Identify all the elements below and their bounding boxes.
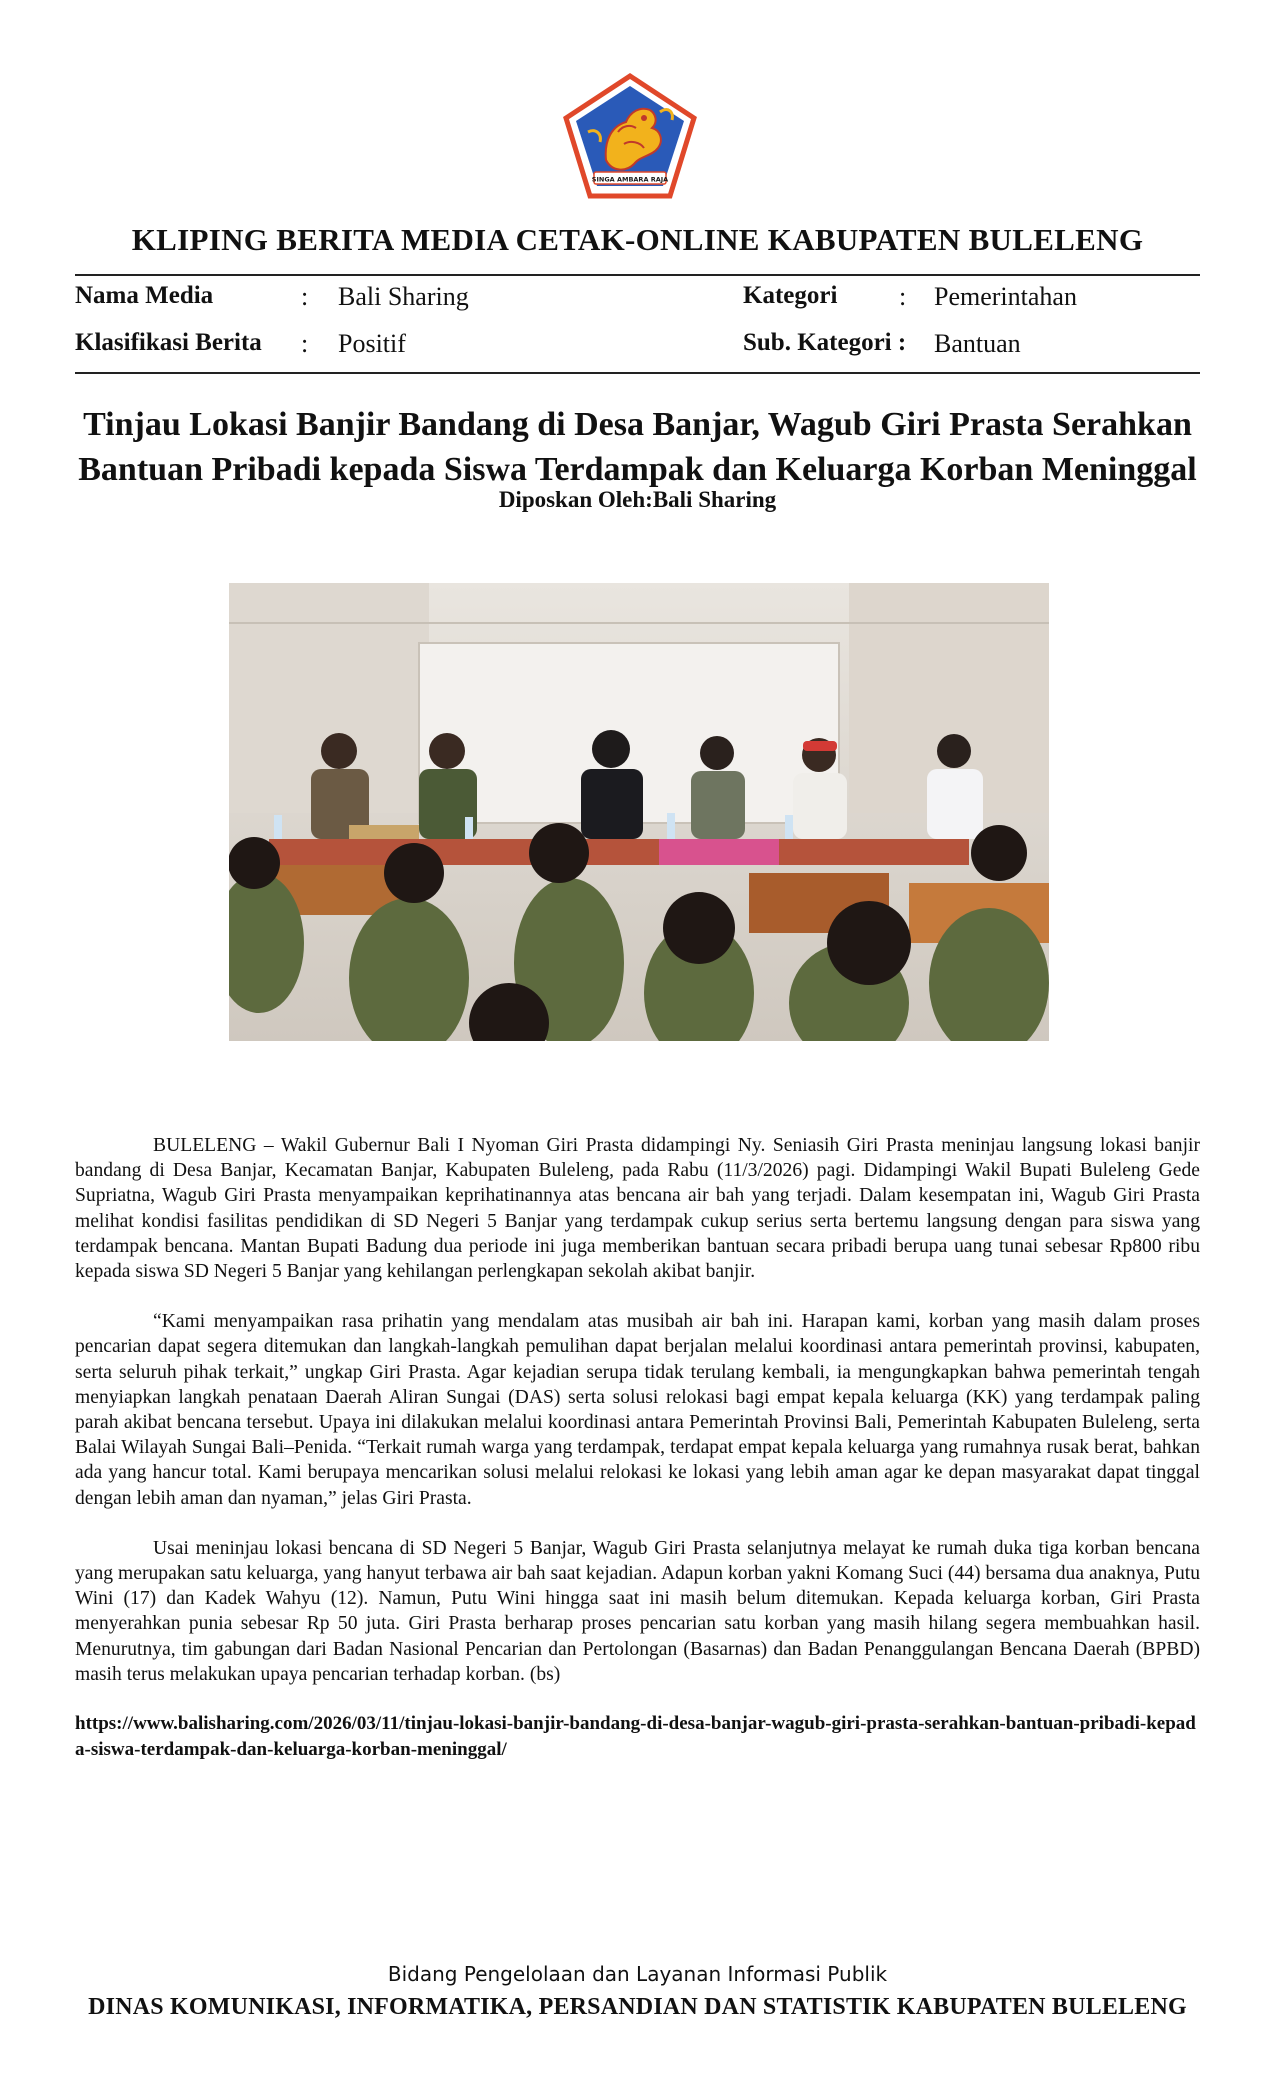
article-headline	[75, 402, 1200, 492]
footer-agency: DINAS KOMUNIKASI, INFORMATIKA, PERSANDIAN DAN STATISTIK KABUPATEN BULELENG	[88, 1994, 1187, 2020]
article-photo	[229, 583, 1049, 1041]
media-colon: :	[301, 282, 309, 311]
sub-kategori-value: Bantuan	[934, 329, 1021, 358]
klasifikasi-label: Klasifikasi Berita	[75, 329, 262, 356]
article-byline: Diposkan Oleh:Bali Sharing	[498, 487, 777, 512]
crest-motto: SINGA AMBARA RAJA	[591, 175, 669, 184]
headline-line-2: Bantuan Pribadi kepada Siswa Terdampak dan Keluarga Korban Meninggal	[78, 451, 1197, 488]
paragraph: “Kami menyampaikan rasa prihatin yang mendalam atas musibah air bah ini. Harapan kami, korban yang masih dalam proses pencarian dapat segera ditemukan dan langkah-langkah pemulihan dapat berjalan melalui koordinasi antara pemerintah provinsi, kabupaten, serta seluruh pihak terkait,” ungkap Giri Prasta. Agar kejadian serupa tidak terulang kembali, ia mengungkapkan bahwa pemerintah tengah menyiapkan langkah penataan Daerah Aliran Sungai (DAS) serta solusi relokasi bagi empat kepala keluarga (KK) yang terdampak paling parah akibat bencana tersebut. Upaya ini dilakukan melalui koordinasi antara Pemerintah Provinsi Bali, Pemerintah Kabupaten Buleleng, serta Balai Wilayah Sungai Bali–Penida. “Terkait rumah warga yang terdampak, terdapat empat kepala keluarga yang rumahnya rusak berat, bahkan ada yang hancur total. Kami berupaya mencarikan solusi melalui relokasi ke lokasi yang lebih aman agar ke depan masyarakat dapat tinggal dengan lebih aman dan nyaman,” jelas Giri Prasta.	[75, 1311, 1200, 1509]
headline-line-1: Tinjau Lokasi Banjir Bandang di Desa Banjar, Wagub Giri Prasta Serahkan	[83, 406, 1192, 443]
header-top-rule	[75, 274, 1200, 276]
header-bottom-rule	[75, 372, 1200, 374]
kategori-colon: :	[899, 282, 907, 311]
klasifikasi-value: Positif	[338, 329, 406, 358]
media-label: Nama Media	[75, 282, 214, 309]
kategori-value: Pemerintahan	[934, 282, 1077, 311]
media-value: Bali Sharing	[338, 282, 469, 311]
source-link[interactable]: https://www.balisharing.com/2026/03/11/tinjau-lokasi-banjir-bandang-di-desa-banjar-wagub-giri-prasta-serahkan-bantuan-pribadi-kepada-siswa-terdampak-dan-keluarga-korban-meninggal/	[75, 1713, 1196, 1760]
klasifikasi-colon: :	[301, 329, 309, 358]
paragraph: BULELENG – Wakil Gubernur Bali I Nyoman Giri Prasta didampingi Ny. Seniasih Giri Prasta meninjau langsung lokasi banjir bandang di Desa Banjar, Kecamatan Banjar, Kabupaten Buleleng, pada Rabu (11/3/2026) pagi. Didampingi Wakil Bupati Buleleng Gede Supriatna, Wagub Giri Prasta menyampaikan keprihatinannya atas bencana air bah yang terjadi. Dalam kesempatan ini, Wagub Giri Prasta melihat kondisi fasilitas pendidikan di SD Negeri 5 Banjar yang terdampak cukup serius serta bertemu langsung dengan para siswa yang terdampak bencana. Mantan Bupati Badung dua periode ini juga memberikan bantuan secara pribadi berupa uang tunai sebesar Rp800 ribu kepada siswa SD Negeri 5 Banjar yang kehilangan perlengkapan sekolah akibat banjir.	[75, 1135, 1200, 1283]
kategori-label: Kategori	[743, 282, 838, 309]
footer-department: Bidang Pengelolaan dan Layanan Informasi Publik	[387, 1962, 888, 1986]
paragraph: Usai meninjau lokasi bencana di SD Negeri 5 Banjar, Wagub Giri Prasta selanjutnya melayat ke rumah duka tiga korban bencana yang merupakan satu keluarga, yang hanyut terbawa air bah saat kejadian. Adapun korban yakni Komang Suci (44) bersama dua anaknya, Putu Wini (17) dan Kadek Wahyu (12). Namun, Putu Wini hingga saat ini masih belum ditemukan. Kepada keluarga korban, Giri Prasta menyerahkan punia sebesar Rp 50 juta. Giri Prasta berharap proses pencarian satu korban yang masih hilang segera membuahkan hasil. Menurutnya, tim gabungan dari Badan Nasional Pencarian dan Pertolongan (Basarnas) dan Badan Penanggulangan Bencana Daerah (BPBD) masih terus melakukan upaya pencarian terhadap korban. (bs)	[75, 1537, 1200, 1685]
regency-crest-icon	[560, 72, 700, 202]
document-title: KLIPING BERITA MEDIA CETAK-ONLINE KABUPATEN BULELENG	[131, 222, 1144, 257]
article-body	[75, 1133, 1200, 1712]
sub-kategori-label: Sub. Kategori :	[743, 329, 907, 356]
